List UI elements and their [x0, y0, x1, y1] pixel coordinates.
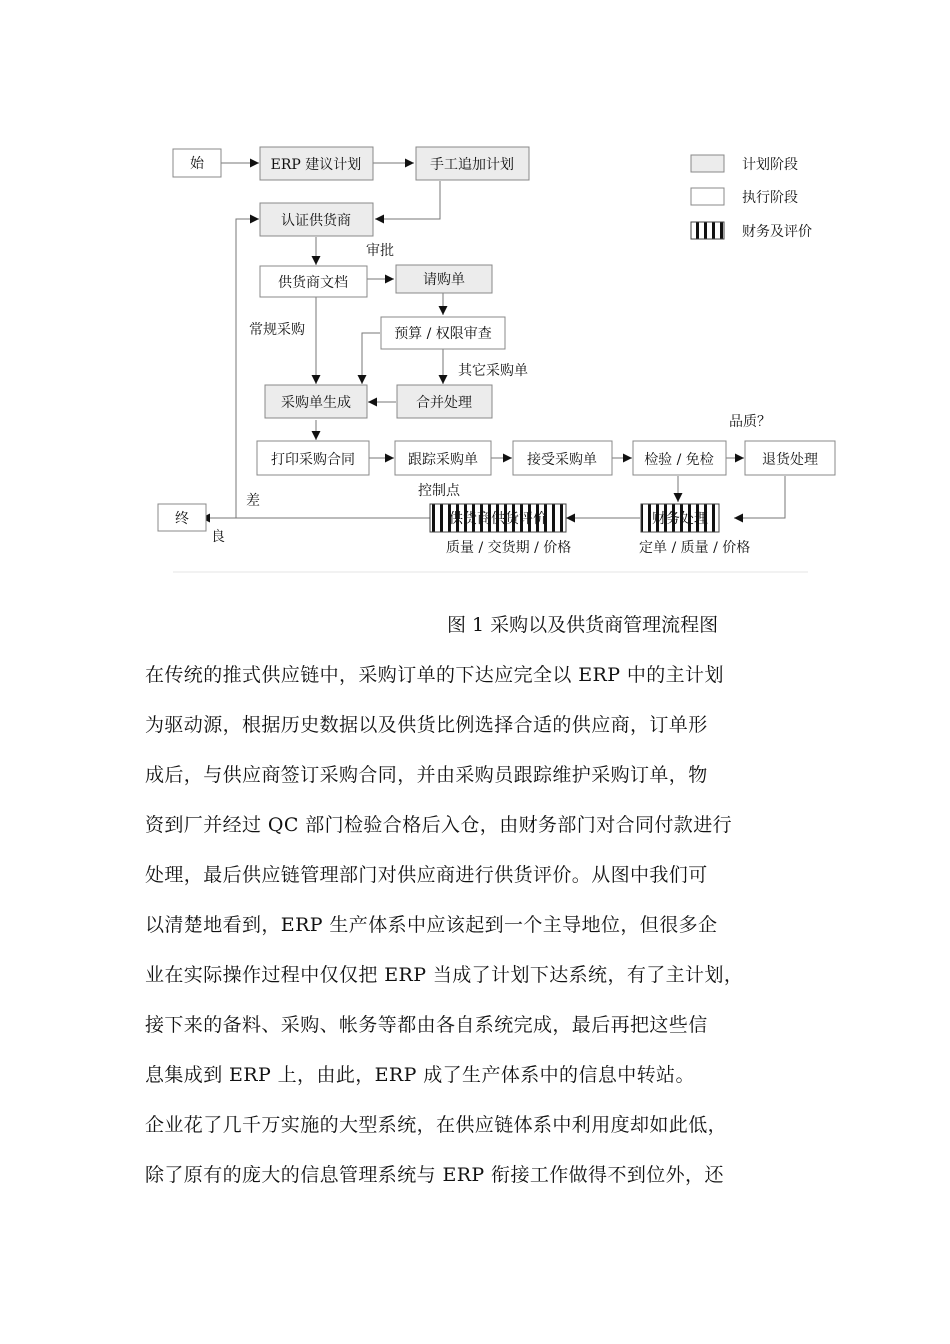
box-supplier-eval-label: 供货商供货评价 [449, 511, 547, 527]
box-inspect [633, 441, 726, 475]
paragraph-line: 为驱动源，根据历史数据以及供货比例选择合适的供应商，订单形 [145, 714, 708, 736]
paragraph-line: 业在实际操作过程中仅仅把 ERP 当成了计划下达系统，有了主计划， [145, 964, 744, 986]
box-end-label: 终 [175, 511, 189, 527]
body-text [145, 650, 845, 1200]
label-eval-criteria: 质量 / 交货期 / 价格 [446, 540, 572, 556]
label-good: 良 [211, 529, 225, 545]
label-quality-question: 品质？ [729, 414, 771, 430]
box-certify-supplier-label: 认证供货商 [281, 213, 351, 229]
box-supplier-docs-label: 供货商文档 [278, 275, 348, 291]
paragraph-line: 接下来的备料、采购、帐务等都由各自系统完成，最后再把这些信 [145, 1014, 708, 1036]
box-requisition [396, 265, 492, 293]
box-return [745, 441, 835, 475]
box-print-contract [257, 441, 369, 475]
box-inspect-label: 检验 / 免检 [644, 452, 714, 468]
box-manual-plan-label: 手工追加计划 [430, 157, 514, 173]
legend-finance-swatch [691, 222, 724, 239]
paragraph-line: 在传统的推式供应链中，采购订单的下达应完全以 ERP 中的主计划 [145, 664, 724, 686]
box-end [158, 504, 206, 531]
paragraph-line: 处理，最后供应链管理部门对供应商进行供货评价。从图中我们可 [145, 864, 708, 886]
legend-exec-swatch [691, 188, 724, 205]
box-finance-label: 财务处理 [652, 511, 708, 527]
box-budget-review-label: 预算 / 权限审查 [394, 326, 492, 342]
label-finance-criteria: 定单 / 质量 / 价格 [639, 540, 751, 556]
box-start [173, 149, 221, 177]
box-finance [641, 504, 719, 532]
label-approve: 审批 [366, 243, 394, 259]
paragraph-line: 除了原有的庞大的信息管理系统与 ERP 衔接工作做得不到位外，还 [145, 1164, 724, 1186]
legend-plan-label: 计划阶段 [742, 157, 798, 173]
paragraph-line: 资到厂并经过 QC 部门检验合格后入仓，由财务部门对合同付款进行 [145, 814, 732, 836]
box-po-generate [265, 385, 367, 418]
box-erp-plan [260, 147, 373, 180]
box-track-po [395, 441, 491, 475]
figure-caption: 图 1 采购以及供货商管理流程图 [447, 614, 719, 636]
label-control-point: 控制点 [418, 483, 460, 499]
box-manual-plan [416, 147, 529, 180]
box-budget-review [381, 317, 505, 349]
box-erp-plan-label: ERP 建议计划 [270, 157, 362, 173]
box-return-label: 退货处理 [762, 452, 818, 468]
legend-exec-label: 执行阶段 [742, 190, 798, 206]
paragraph-line: 以清楚地看到，ERP 生产体系中应该起到一个主导地位，但很多企 [145, 914, 718, 936]
paragraph-line: 成后，与供应商签订采购合同，并由采购员跟踪维护采购订单，物 [145, 764, 708, 786]
box-print-contract-label: 打印采购合同 [271, 452, 355, 468]
paragraph-line: 息集成到 ERP 上，由此，ERP 成了生产体系中的信息中转站。 [145, 1064, 695, 1086]
box-supplier-docs [260, 266, 367, 297]
paragraph-line: 企业花了几千万实施的大型系统，在供应链体系中利用度却如此低， [145, 1114, 728, 1136]
box-track-po-label: 跟踪采购单 [408, 452, 478, 468]
box-receive-po-label: 接受采购单 [527, 452, 597, 468]
box-receive-po [513, 441, 612, 475]
legend-plan-swatch [691, 155, 724, 172]
label-other-po: 其它采购单 [458, 363, 528, 379]
box-certify-supplier [260, 203, 373, 236]
box-supplier-eval [430, 504, 566, 532]
legend-finance-label: 财务及评价 [742, 224, 812, 240]
label-bad: 差 [246, 493, 260, 509]
box-merge-label: 合并处理 [416, 395, 472, 411]
box-po-generate-label: 采购单生成 [281, 395, 351, 411]
box-start-label: 始 [190, 156, 204, 172]
box-merge [397, 385, 492, 418]
box-requisition-label: 请购单 [423, 272, 465, 288]
legend [691, 155, 812, 240]
label-regular-purchase: 常规采购 [249, 322, 305, 338]
procurement-flowchart [0, 0, 950, 600]
